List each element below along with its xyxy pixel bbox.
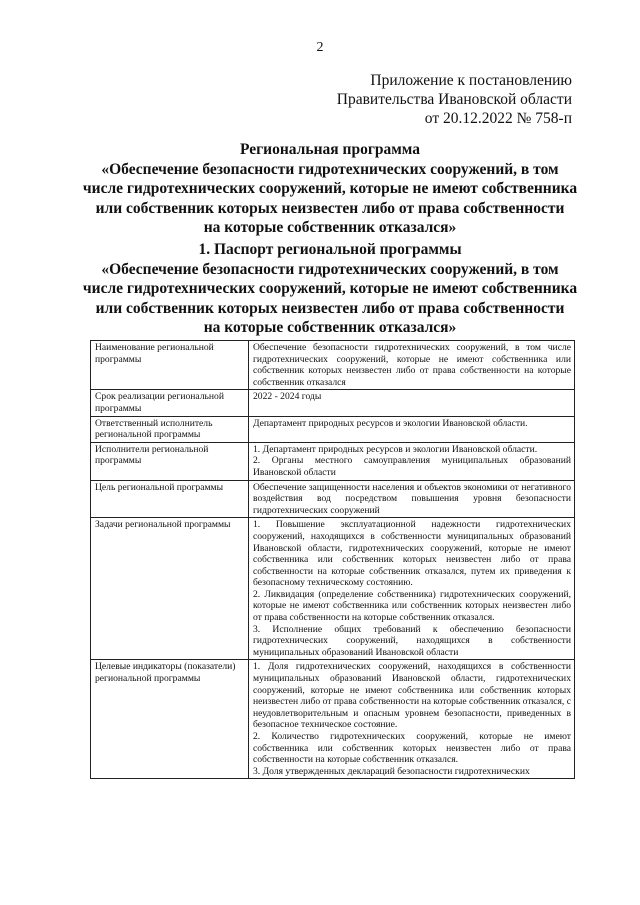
appendix-line: от 20.12.2022 № 758-п: [424, 110, 572, 127]
row-value-cell: [249, 660, 575, 779]
row-value-cell: [249, 518, 575, 660]
table-row: [91, 480, 575, 518]
value-paragraph: Обеспечение безопасности гидротехнических сооружений, в том числе гидротехнических сооружений, которые не имеют собственника или собственник которых неизвестен либо от права собственности на которые собственник отказался: [253, 342, 571, 388]
table-row: [91, 341, 575, 390]
value-paragraph: 1. Повышение эксплуатационной надежности гидротехнических сооружений, находящихся в собственности муниципальных образований Ивановской области, гидротехнических сооружений, которые не имеют собственника или собственник которых неизвестен либо от права собственности на которые собственник отказался, путем их приведения к безопасному техническому состоянию.: [253, 519, 571, 589]
appendix-line: Приложение к постановлению: [370, 72, 572, 89]
passport-title-line: или собственник которых неизвестен либо от права собственности: [95, 299, 565, 317]
row-name-cell: Цель региональной программы: [91, 480, 249, 518]
table-row: [91, 416, 575, 442]
row-value-cell: [249, 390, 575, 416]
appendix-line: Правительства Ивановской области: [336, 91, 572, 108]
program-title-line: Региональная программа: [240, 141, 420, 158]
value-paragraph: Департамент природных ресурсов и экологии Ивановской области.: [253, 417, 528, 429]
passport-title: [70, 240, 590, 338]
value-paragraph: 2. Ликвидация (определение собственника) гидротехнических сооружений, которые не имеют собственника или собственник которых неизвестен либо от права собственности на которые собственник отказался.: [253, 588, 571, 624]
row-value-cell: [249, 442, 575, 480]
row-name-cell: Задачи региональной программы: [91, 518, 249, 660]
table-row: [91, 660, 575, 779]
value-paragraph: 2. Органы местного самоуправления муниципальных образований Ивановской области: [253, 455, 571, 478]
row-name-cell: Ответственный исполнитель региональной программы: [91, 416, 249, 442]
row-value-cell: [249, 480, 575, 518]
program-title: [70, 140, 590, 238]
row-value-cell: [249, 341, 575, 390]
passport-title-line: 1. Паспорт региональной программы: [198, 241, 462, 258]
program-title-line: на которые собственник отказался»: [203, 219, 457, 236]
program-title-line: или собственник которых неизвестен либо от права собственности: [95, 199, 565, 217]
row-name-cell: Наименование региональной программы: [91, 341, 249, 390]
program-title-line: «Обеспечение безопасности гидротехнических сооружений, в том: [101, 160, 559, 178]
passport-title-line: на которые собственник отказался»: [203, 319, 457, 336]
table-row: [91, 518, 575, 660]
passport-title-line: числе гидротехнических сооружений, которые не имеют собственника: [82, 280, 578, 297]
row-name-cell: Целевые индикаторы (показатели) региональной программы: [91, 660, 249, 779]
passport-title-line: «Обеспечение безопасности гидротехнических сооружений, в том: [101, 260, 559, 278]
value-paragraph: 2. Количество гидротехнических сооружений, которые не имеют собственника или собственник которых неизвестен либо от права собственности на которые собственник отказался.: [253, 731, 571, 766]
program-title-line: числе гидротехнических сооружений, которые не имеют собственника: [82, 180, 578, 197]
value-paragraph: 2022 - 2024 годы: [253, 391, 322, 403]
row-name-cell: Срок реализации региональной программы: [91, 390, 249, 416]
table-row: [91, 442, 575, 480]
row-value-cell: [249, 416, 575, 442]
page-number: 2: [316, 40, 324, 55]
value-paragraph: 1. Доля гидротехнических сооружений, находящихся в собственности муниципальных образований Ивановской области, гидротехнических сооружений, которые не имеют собственника или собственник которых неизвестен либо от права собственности на которые собственник отказался, с неудовлетворительным и опасным уровнем безопасности, приведенных в безопасное техническое состояние.: [253, 661, 571, 731]
value-paragraph: 1. Департамент природных ресурсов и экологии Ивановской области.: [253, 443, 538, 455]
passport-table: [90, 340, 575, 779]
table-row: [91, 390, 575, 416]
value-paragraph: Обеспечение защищенности населения и объектов экономики от негативного воздействия вод посредством повышения уровня безопасности гидротехнических сооружений: [253, 481, 571, 516]
value-paragraph: 3. Доля утвержденных деклараций безопасности гидротехнических: [253, 765, 530, 777]
appendix-header: [337, 71, 572, 128]
value-paragraph: 3. Исполнение общих требований к обеспечению безопасности гидротехнических сооружений, находящихся в собственности муниципальных образований Ивановской области: [253, 623, 571, 658]
row-name-cell: Исполнители региональной программы: [91, 442, 249, 480]
